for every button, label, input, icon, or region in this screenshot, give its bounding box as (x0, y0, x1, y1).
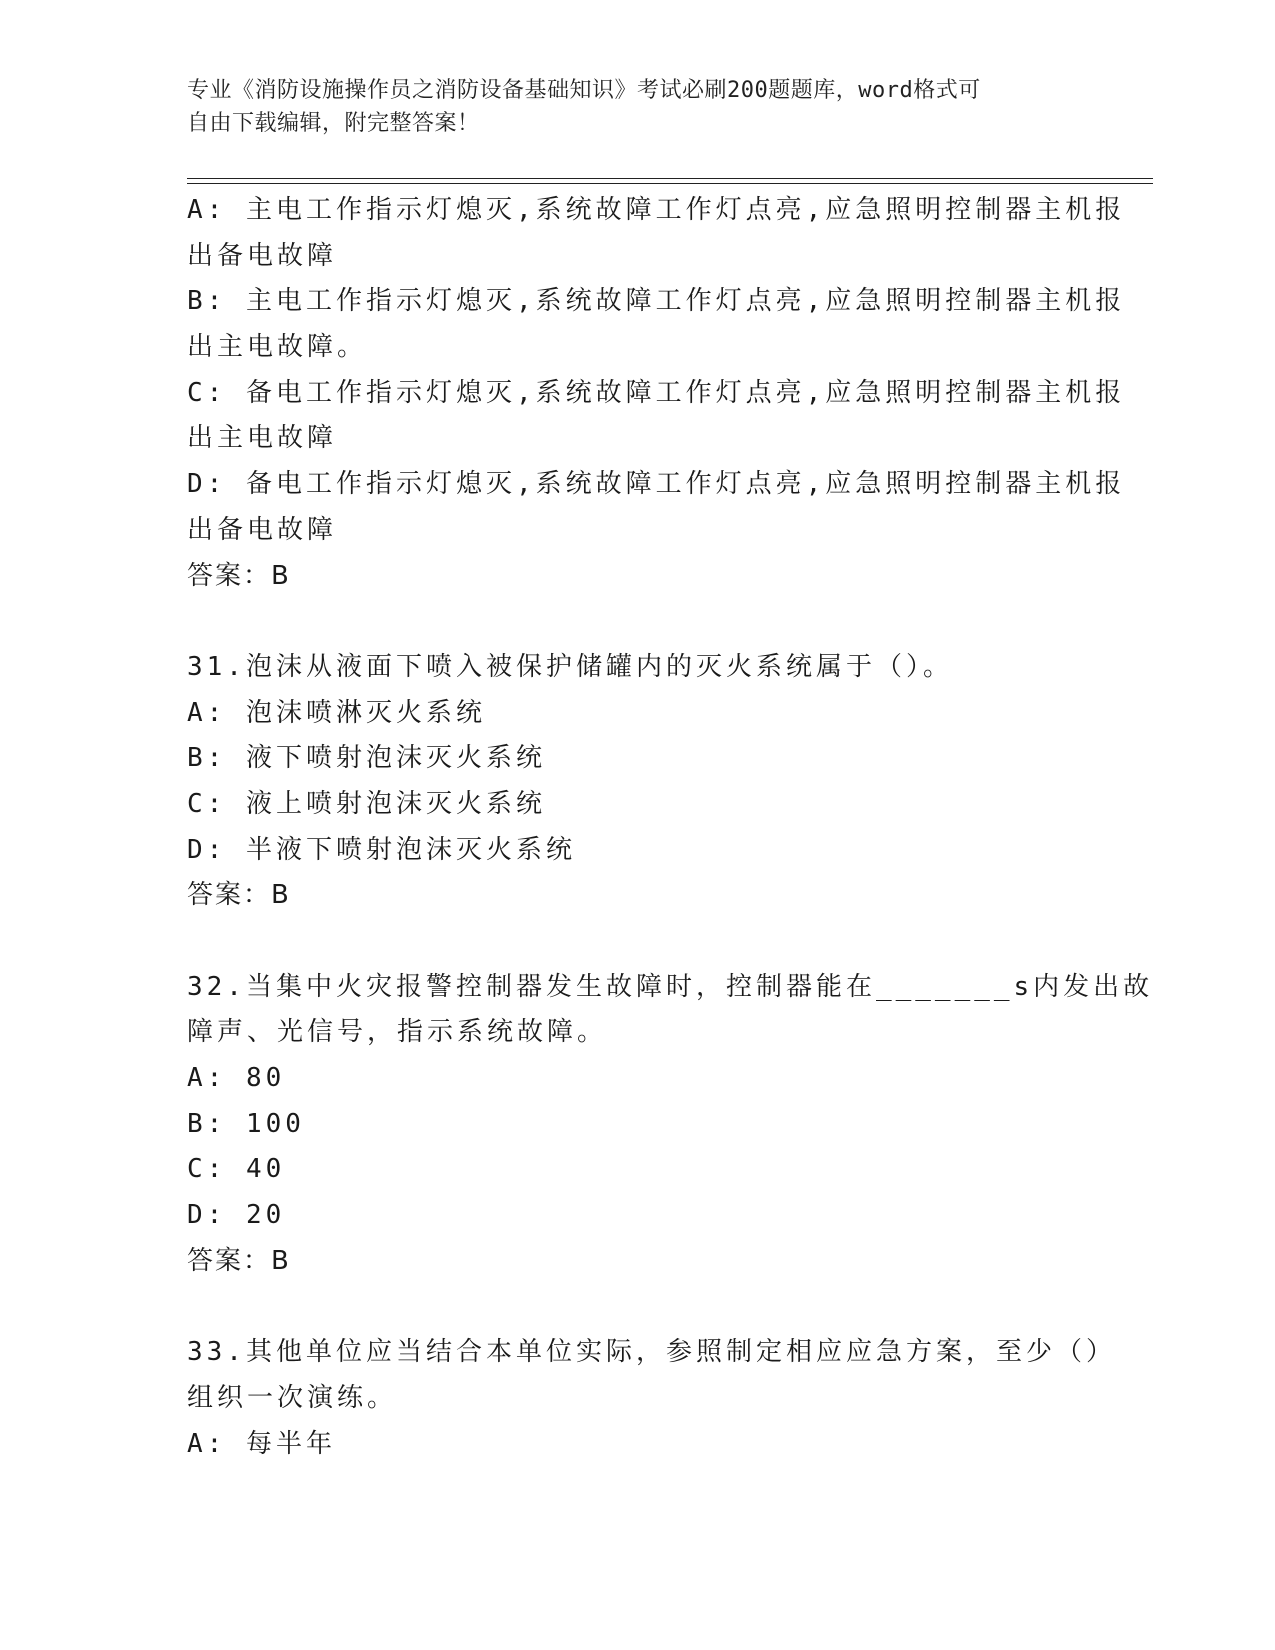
option-a: A: 80 (187, 1063, 286, 1094)
answer: 答案：B (187, 1245, 291, 1276)
option-c-line-2: 出主电故障 (187, 423, 338, 454)
option-a-line-1: A: 主电工作指示灯熄灭,系统故障工作灯点亮,应急照明控制器主机报 (187, 195, 1126, 225)
question-text-line-1: 33.其他单位应当结合本单位实际，参照制定相应应急方案，至少（） (187, 1337, 1116, 1368)
question-text-line-1: 32.当集中火灾报警控制器发生故障时，控制器能在_______s内发出故 (187, 971, 1154, 1002)
spacer (187, 919, 1087, 965)
header-line-2: 自由下载编辑，附完整答案！ (187, 111, 480, 136)
option-a-line-2: 出备电故障 (187, 240, 338, 271)
spacer (187, 599, 1087, 645)
question-31 (187, 645, 1087, 919)
answer: 答案：B (187, 880, 291, 911)
option-c-line-1: C: 备电工作指示灯熄灭,系统故障工作灯点亮,应急照明控制器主机报 (187, 377, 1126, 408)
option-b: B: 液下喷射泡沫灭火系统 (187, 743, 546, 774)
option-d: D: 半液下喷射泡沫灭火系统 (187, 834, 576, 865)
question-text-line-2: 障声、光信号，指示系统故障。 (187, 1017, 608, 1048)
question-33 (187, 1330, 1116, 1467)
option-d-line-1: D: 备电工作指示灯熄灭,系统故障工作灯点亮,应急照明控制器主机报 (187, 469, 1126, 500)
answer: 答案：B (187, 560, 291, 591)
question-text-line-2: 组织一次演练。 (187, 1382, 398, 1413)
option-a: A: 泡沫喷淋灭火系统 (187, 697, 486, 728)
question-content (187, 188, 1154, 1467)
question-32 (187, 965, 1154, 1285)
option-c: C: 40 (187, 1154, 286, 1185)
question-30 (187, 188, 1126, 599)
option-c: C: 液上喷射泡沫灭火系统 (187, 788, 546, 819)
header-divider-bottom (187, 183, 1153, 184)
spacer (187, 1285, 1087, 1331)
header-line-1: 专业《消防设施操作员之消防设备基础知识》考试必刷200题题库，word格式可 (187, 78, 981, 103)
header-divider-top (187, 178, 1153, 179)
option-a: A: 每半年 (187, 1428, 336, 1459)
option-d-line-2: 出备电故障 (187, 514, 338, 545)
option-b-line-2: 出主电故障。 (187, 332, 368, 363)
document-header (187, 74, 1087, 140)
question-text: 31.泡沫从液面下喷入被保护储罐内的灭火系统属于（）。 (187, 651, 953, 682)
option-d: D: 20 (187, 1200, 286, 1231)
option-b-line-1: B: 主电工作指示灯熄灭,系统故障工作灯点亮,应急照明控制器主机报 (187, 286, 1126, 317)
option-b: B: 100 (187, 1108, 305, 1139)
